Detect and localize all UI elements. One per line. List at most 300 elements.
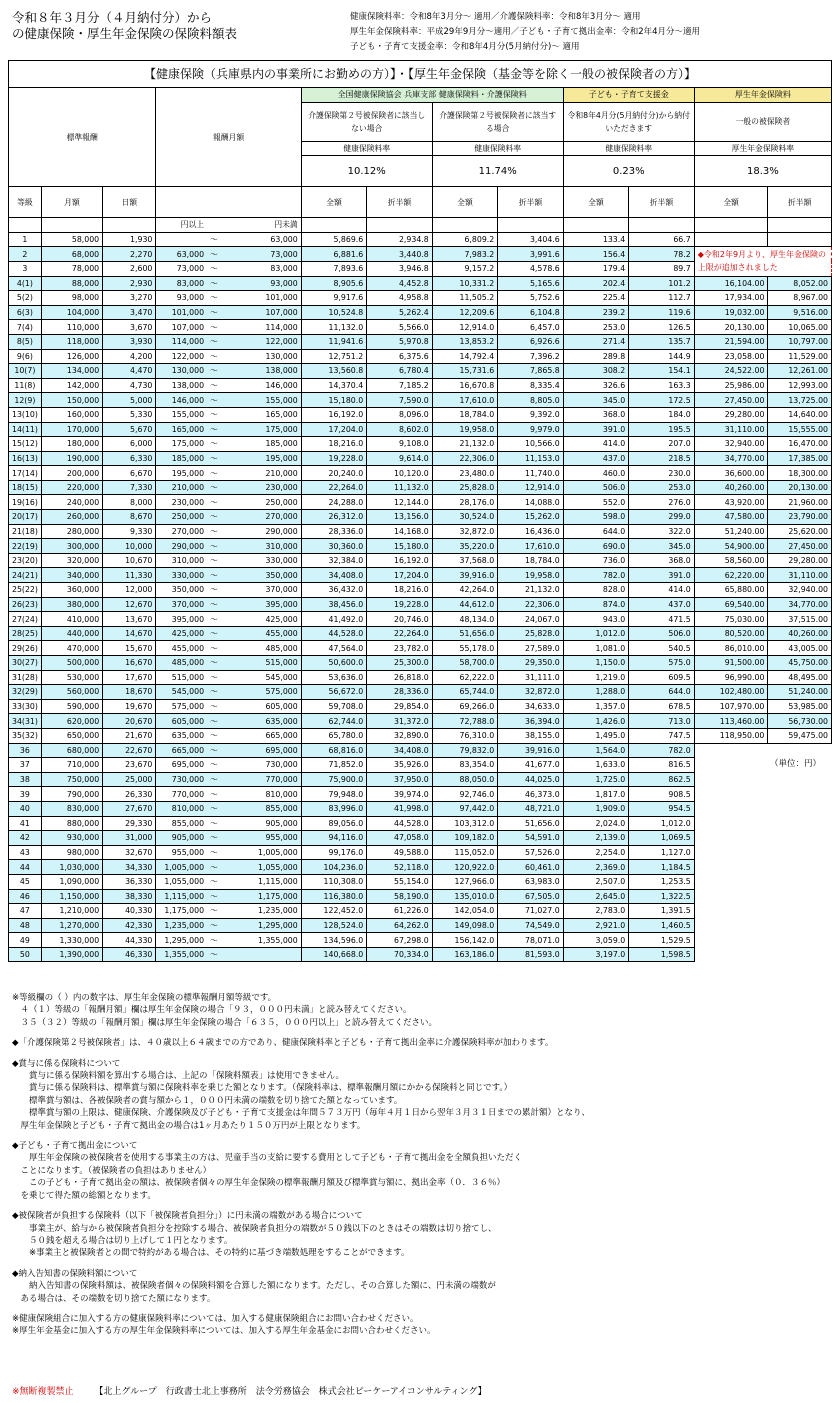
cell-12: 45,750.00 (768, 656, 832, 671)
cell-0: 44 (9, 860, 42, 875)
cell-12: 14,640.00 (768, 407, 832, 422)
cell-5: 10,524.8 (301, 305, 367, 320)
range-cell (207, 247, 301, 262)
sephan-d: 折半額 (768, 187, 832, 218)
cell-9: 736.0 (563, 553, 629, 568)
cell-9: 2,783.0 (563, 904, 629, 919)
range-upper: 138,000 (265, 366, 298, 376)
note-line: ※健康保険組合に加入する方の健康保険料率については、加入する健康保険組合にお問い合わせください。 (12, 1313, 419, 1324)
cell-8: 63,983.0 (498, 874, 564, 889)
table-row (9, 626, 832, 641)
cell-11: 62,220.00 (694, 568, 768, 583)
cell-5: 20,240.0 (301, 466, 367, 481)
cell-9: 2,139.0 (563, 831, 629, 846)
cell-8: 74,549.0 (498, 918, 564, 933)
cell-8: 5,752.6 (498, 291, 564, 306)
cell-10: 414.0 (629, 583, 695, 598)
cell-10: 89.7 (629, 261, 695, 276)
table-row (9, 568, 832, 583)
cell-6: 5,262.4 (367, 305, 433, 320)
cell-10: 1,253.5 (629, 874, 695, 889)
cell-1: 500,000 (41, 656, 102, 671)
sephan-c: 折半額 (629, 187, 695, 218)
zengaku-b: 全額 (432, 187, 498, 218)
range-upper: 122,000 (265, 337, 298, 347)
range-cell (207, 261, 301, 276)
cell-2: 31,000 (103, 831, 156, 846)
cell-7: 12,914.0 (432, 320, 498, 335)
cell-1: 1,090,000 (41, 874, 102, 889)
cell-3: 73,000 (156, 261, 207, 276)
cell-11: 17,934.00 (694, 291, 768, 306)
cell-2: 3,670 (103, 320, 156, 335)
cell-6: 19,228.0 (367, 597, 433, 612)
range-cell (207, 685, 301, 700)
range-upper: 1,295,000 (258, 920, 298, 930)
rate-b: 11.74% (432, 156, 563, 187)
hoshu-header: 報酬月額 (156, 88, 301, 187)
cell-11: 19,032.00 (694, 305, 768, 320)
cell-1: 590,000 (41, 699, 102, 714)
table-row (9, 656, 832, 671)
cell-6: 70,334.0 (367, 947, 433, 962)
range-tilde: ～ (210, 293, 218, 303)
cell-0: 28(25) (9, 626, 42, 641)
range-tilde: ～ (210, 570, 218, 580)
note-line: ◆「介護保険第２号被保険者」は、４０歳以上６４歳までの方であり、健康保険料率と子ども・子育て拠出金率に介護保険料率が加わります。 (12, 1038, 554, 1049)
cell-8: 6,926.6 (498, 334, 564, 349)
cell-11: 107,970.00 (694, 699, 768, 714)
cell-7: 7,983.2 (432, 247, 498, 262)
cell-5: 24,288.0 (301, 495, 367, 510)
note-line: 標準賞与額は、各被保険者の賞与額から１，０００円未満の端数を切り捨てた額となっています。 (12, 1095, 403, 1106)
range-cell (207, 510, 301, 525)
cell-12: 13,725.00 (768, 393, 832, 408)
range-upper: 175,000 (265, 424, 298, 434)
range-tilde: ～ (210, 818, 218, 828)
cell-2: 32,670 (103, 845, 156, 860)
cell-7: 22,306.0 (432, 451, 498, 466)
cell-11: 24,522.00 (694, 364, 768, 379)
cell-11: 31,110.00 (694, 422, 768, 437)
cell-3: 138,000 (156, 378, 207, 393)
range-cell (207, 451, 301, 466)
cell-0: 3 (9, 261, 42, 276)
range-upper: 515,000 (265, 658, 298, 668)
cell-3: 665,000 (156, 743, 207, 758)
cell-12: 12,993.00 (768, 378, 832, 393)
cell-8: 27,589.0 (498, 641, 564, 656)
cell-12: 16,470.00 (768, 437, 832, 452)
zengaku-c: 全額 (563, 187, 629, 218)
table-row (9, 349, 832, 364)
range-upper: 107,000 (265, 308, 298, 318)
cell-11: 65,880.00 (694, 583, 768, 598)
range-upper: 290,000 (265, 526, 298, 536)
range-cell (207, 626, 301, 641)
cell-12: 10,797.00 (768, 334, 832, 349)
cell-0: 48 (9, 918, 42, 933)
cell-5: 12,751.2 (301, 349, 367, 364)
cell-0: 27(24) (9, 612, 42, 627)
cell-0: 50 (9, 947, 42, 962)
cell-8: 29,350.0 (498, 656, 564, 671)
table-row (9, 407, 832, 422)
range-upper: 310,000 (265, 541, 298, 551)
cell-6: 39,974.0 (367, 787, 433, 802)
cell-9: 271.4 (563, 334, 629, 349)
cell-6: 34,408.0 (367, 743, 433, 758)
col-no2-not: 介護保険第２号被保険者に該当しない場合 (301, 102, 432, 141)
cell-0: 8(5) (9, 334, 42, 349)
cell-1: 1,390,000 (41, 947, 102, 962)
cell-2: 38,330 (103, 889, 156, 904)
range-upper: 1,115,000 (258, 877, 298, 887)
cell-9: 133.4 (563, 232, 629, 247)
range-tilde: ～ (210, 308, 218, 318)
range-tilde: ～ (210, 643, 218, 653)
range-cell (207, 670, 301, 685)
range-upper: 665,000 (265, 731, 298, 741)
cell-8: 3,991.6 (498, 247, 564, 262)
cell-12: 48,495.00 (768, 670, 832, 685)
cell-5: 59,708.0 (301, 699, 367, 714)
cell-7: 127,966.0 (432, 874, 498, 889)
cell-9: 1,633.0 (563, 758, 629, 773)
cell-10: 184.0 (629, 407, 695, 422)
table-row (9, 816, 832, 831)
cell-9: 2,024.0 (563, 816, 629, 831)
range-cell (207, 320, 301, 335)
cell-9: 506.0 (563, 480, 629, 495)
cell-8: 51,656.0 (498, 816, 564, 831)
cell-9: 156.4 (563, 247, 629, 262)
cell-10: 218.5 (629, 451, 695, 466)
cell-7: 51,656.0 (432, 626, 498, 641)
cell-2: 20,670 (103, 714, 156, 729)
cell-3: 195,000 (156, 466, 207, 481)
note-line: 標準賞与額の上限は、健康保険、介護保険及び子ども・子育て支援金は年間５７３万円（毎年４月１日から翌年３月３１日までの累計額）となり、 (12, 1108, 591, 1119)
range-upper: 1,005,000 (258, 848, 298, 858)
cell-9: 552.0 (563, 495, 629, 510)
cell-11: 69,540.00 (694, 597, 768, 612)
range-cell (207, 656, 301, 671)
cell-6: 12,144.0 (367, 495, 433, 510)
cell-0: 1 (9, 232, 42, 247)
cell-10: 368.0 (629, 553, 695, 568)
table-row (9, 918, 832, 933)
cell-12: 21,960.00 (768, 495, 832, 510)
cell-1: 530,000 (41, 670, 102, 685)
range-tilde: ～ (210, 585, 218, 595)
note-line: 厚生年金保険と子ども・子育て拠出金の場合は1ヶ月あたり１５０万円が上限となります。 (12, 1120, 366, 1131)
cell-7: 135,010.0 (432, 889, 498, 904)
range-tilde: ～ (210, 556, 218, 566)
cell-7: 62,222.0 (432, 670, 498, 685)
cell-2: 10,000 (103, 539, 156, 554)
rate-d: 18.3% (694, 156, 831, 187)
cell-6: 64,262.0 (367, 918, 433, 933)
zengaku-d: 全額 (694, 187, 768, 218)
cell-3 (156, 232, 207, 247)
cell-5: 116,380.0 (301, 889, 367, 904)
cell-8: 7,865.8 (498, 364, 564, 379)
note-gap (12, 1050, 832, 1058)
cell-2: 7,330 (103, 480, 156, 495)
range-tilde: ～ (210, 950, 218, 960)
page-title (12, 10, 237, 42)
cell-8: 81,593.0 (498, 947, 564, 962)
range-upper: 230,000 (265, 483, 298, 493)
cell-0: 37 (9, 758, 42, 773)
cell-3: 83,000 (156, 276, 207, 291)
kenpo-rate-label-a: 健康保険料率 (301, 141, 432, 156)
cell-1: 360,000 (41, 583, 102, 598)
cell-2: 44,330 (103, 933, 156, 948)
cell-3: 290,000 (156, 539, 207, 554)
cell-11: 20,130.00 (694, 320, 768, 335)
cell-0: 22(19) (9, 539, 42, 554)
cell-3: 1,295,000 (156, 933, 207, 948)
cell-8: 15,262.0 (498, 510, 564, 525)
cell-10: 575.0 (629, 656, 695, 671)
cell-9: 1,564.0 (563, 743, 629, 758)
cell-7: 32,872.0 (432, 524, 498, 539)
table-row (9, 495, 832, 510)
range-upper: 730,000 (265, 760, 298, 770)
cell-5: 104,236.0 (301, 860, 367, 875)
cell-0: 4(1) (9, 276, 42, 291)
range-cell (207, 787, 301, 802)
range-cell (207, 772, 301, 787)
cell-6: 11,132.0 (367, 480, 433, 495)
cell-7: 72,788.0 (432, 714, 498, 729)
cell-6: 29,854.0 (367, 699, 433, 714)
cell-9: 3,059.0 (563, 933, 629, 948)
cell-5: 62,744.0 (301, 714, 367, 729)
cell-3: 114,000 (156, 334, 207, 349)
cell-8: 39,916.0 (498, 743, 564, 758)
cell-6: 61,226.0 (367, 904, 433, 919)
cell-6: 9,614.0 (367, 451, 433, 466)
range-cell (207, 539, 301, 554)
cell-7: 55,178.0 (432, 641, 498, 656)
table-row (9, 524, 832, 539)
cell-1: 560,000 (41, 685, 102, 700)
cell-3: 146,000 (156, 393, 207, 408)
premium-table (8, 60, 832, 962)
table-row (9, 947, 832, 962)
cell-1: 790,000 (41, 787, 102, 802)
cell-9: 202.4 (563, 276, 629, 291)
note-line: ３５（３２）等級の「報酬月額」欄は厚生年金保険の場合「６３５，０００円以上」と読み替えてください。 (12, 1017, 438, 1028)
cell-3: 485,000 (156, 656, 207, 671)
cell-9: 2,921.0 (563, 918, 629, 933)
kosei-header: 厚生年金保険料 (694, 88, 831, 103)
cell-3: 250,000 (156, 510, 207, 525)
cell-0: 36 (9, 743, 42, 758)
cell-5: 7,893.6 (301, 261, 367, 276)
cell-5: 9,917.6 (301, 291, 367, 306)
cell-3: 210,000 (156, 480, 207, 495)
cell-2: 2,270 (103, 247, 156, 262)
cell-5: 22,264.0 (301, 480, 367, 495)
cell-6: 4,452.8 (367, 276, 433, 291)
range-upper: 330,000 (265, 556, 298, 566)
table-row (9, 451, 832, 466)
note-line: ことになります。（被保険者の負担はありません） (12, 1165, 212, 1176)
kodomo-header: 子ども・子育て支援金 (563, 88, 694, 103)
getsugaku-header: 月額 (41, 187, 102, 218)
cell-1: 830,000 (41, 801, 102, 816)
cell-9: 1,012.0 (563, 626, 629, 641)
cell-0: 42 (9, 831, 42, 846)
cell-10: 1,127.0 (629, 845, 695, 860)
cell-0: 7(4) (9, 320, 42, 335)
cell-5: 11,941.6 (301, 334, 367, 349)
table-body (9, 232, 832, 962)
cell-10: 782.0 (629, 743, 695, 758)
cell-3: 63,000 (156, 247, 207, 262)
cell-8: 18,784.0 (498, 553, 564, 568)
range-tilde: ～ (210, 789, 218, 799)
footer (12, 1384, 487, 1397)
cell-10: 747.5 (629, 728, 695, 743)
cell-8: 19,958.0 (498, 568, 564, 583)
col-kodomo: 令和8年4月分(5月納付分)から納付いただきます (563, 102, 694, 141)
range-tilde: ～ (210, 920, 218, 930)
range-upper: 770,000 (265, 775, 298, 785)
cell-11: 32,940.00 (694, 437, 768, 452)
range-tilde: ～ (210, 453, 218, 463)
cell-1: 650,000 (41, 728, 102, 743)
hoshu-blank (156, 187, 301, 218)
table-row (9, 889, 832, 904)
cell-7: 142,054.0 (432, 904, 498, 919)
range-upper: 485,000 (265, 643, 298, 653)
cell-7: 13,853.2 (432, 334, 498, 349)
range-tilde: ～ (210, 410, 218, 420)
cell-11: 47,580.00 (694, 510, 768, 525)
range-upper: 605,000 (265, 702, 298, 712)
cell-6: 26,818.0 (367, 670, 433, 685)
cell-1: 150,000 (41, 393, 102, 408)
cell-0: 33(30) (9, 699, 42, 714)
cell-2: 10,670 (103, 553, 156, 568)
cell-9: 2,507.0 (563, 874, 629, 889)
cell-5: 44,528.0 (301, 626, 367, 641)
range-cell (207, 801, 301, 816)
cell-11 (694, 232, 768, 247)
range-tilde: ～ (210, 833, 218, 843)
table-row (9, 480, 832, 495)
range-tilde: ～ (210, 322, 218, 332)
range-upper: 155,000 (265, 395, 298, 405)
cell-5: 13,560.8 (301, 364, 367, 379)
range-upper: 83,000 (270, 264, 298, 274)
range-upper: 1,055,000 (258, 862, 298, 872)
range-upper: 575,000 (265, 687, 298, 697)
cell-0: 20(17) (9, 510, 42, 525)
cell-3: 350,000 (156, 583, 207, 598)
cell-7: 109,182.0 (432, 831, 498, 846)
cell-5: 36,432.0 (301, 583, 367, 598)
range-upper: 63,000 (270, 235, 298, 245)
cell-9: 2,254.0 (563, 845, 629, 860)
cell-9: 943.0 (563, 612, 629, 627)
hyojun-header: 標準報酬 (9, 88, 156, 187)
cell-7: 12,209.6 (432, 305, 498, 320)
cell-10: 299.0 (629, 510, 695, 525)
range-upper: 185,000 (265, 439, 298, 449)
cell-10: 112.7 (629, 291, 695, 306)
range-cell (207, 583, 301, 598)
cell-12: 20,130.00 (768, 480, 832, 495)
cell-1: 126,000 (41, 349, 102, 364)
cell-7: 65,744.0 (432, 685, 498, 700)
rate-a: 10.12% (301, 156, 432, 187)
cell-6: 32,890.0 (367, 728, 433, 743)
cell-6: 58,190.0 (367, 889, 433, 904)
cell-5: 53,636.0 (301, 670, 367, 685)
range-cell (207, 232, 301, 247)
range-cell (207, 860, 301, 875)
ijou-label: 円以上 (156, 218, 207, 233)
table-row (9, 933, 832, 948)
cell-0: 11(8) (9, 378, 42, 393)
table-row (9, 728, 832, 743)
range-upper: 165,000 (265, 410, 298, 420)
range-tilde: ～ (210, 483, 218, 493)
cell-12: 15,555.00 (768, 422, 832, 437)
cell-9: 1,495.0 (563, 728, 629, 743)
table-row (9, 320, 832, 335)
cell-6: 7,590.0 (367, 393, 433, 408)
cell-5: 18,216.0 (301, 437, 367, 452)
range-cell (207, 466, 301, 481)
cell-10: 644.0 (629, 685, 695, 700)
range-spacer (9, 218, 42, 233)
cell-11: 29,280.00 (694, 407, 768, 422)
cell-9: 1,219.0 (563, 670, 629, 685)
cell-2: 1,930 (103, 232, 156, 247)
cell-12: 23,790.00 (768, 510, 832, 525)
cell-9: 1,426.0 (563, 714, 629, 729)
cell-7: 37,568.0 (432, 553, 498, 568)
cell-9: 239.2 (563, 305, 629, 320)
cell-1: 190,000 (41, 451, 102, 466)
note-gap (12, 1132, 832, 1140)
table-row (9, 904, 832, 919)
range-tilde: ～ (210, 775, 218, 785)
cell-1: 260,000 (41, 510, 102, 525)
cell-7: 149,098.0 (432, 918, 498, 933)
table-row (9, 466, 832, 481)
cell-1: 78,000 (41, 261, 102, 276)
cell-7: 83,354.0 (432, 758, 498, 773)
table-banner: 【健康保険（兵庫県内の事業所にお勤めの方）】・【厚生年金保険（基金等を除く一般の被保険者の方）】 (9, 61, 832, 88)
cell-9: 1,725.0 (563, 772, 629, 787)
cell-3: 810,000 (156, 801, 207, 816)
cell-12: 11,529.00 (768, 349, 832, 364)
cell-5: 38,456.0 (301, 597, 367, 612)
cell-5: 16,192.0 (301, 407, 367, 422)
table-row (9, 247, 832, 262)
cell-7: 14,792.4 (432, 349, 498, 364)
cell-1: 620,000 (41, 714, 102, 729)
cell-11: 54,900.00 (694, 539, 768, 554)
cell-10: 172.5 (629, 393, 695, 408)
